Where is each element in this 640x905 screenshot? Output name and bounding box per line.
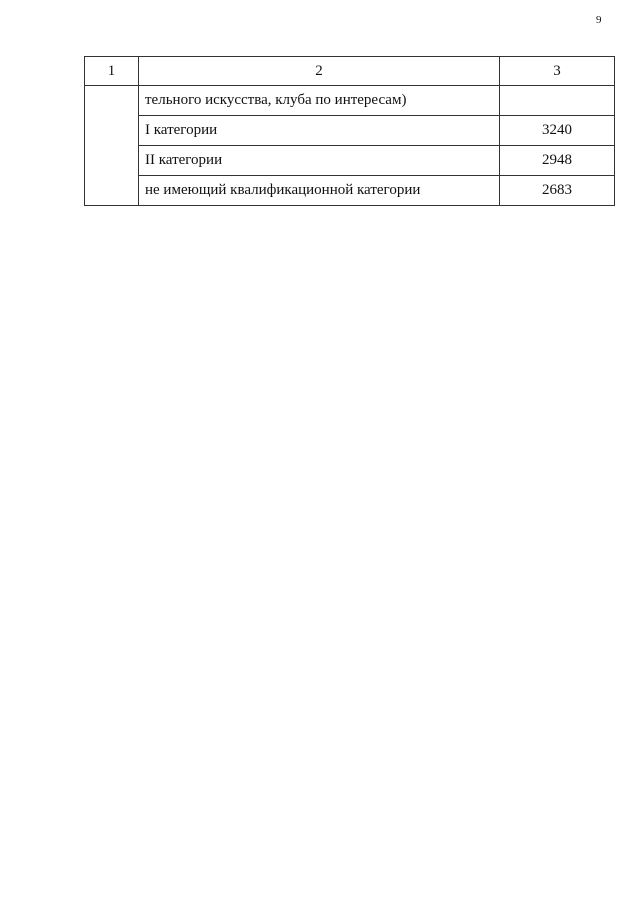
- row-value: 2948: [500, 146, 615, 176]
- table-row: [85, 86, 615, 116]
- row-label: I категории: [139, 116, 500, 146]
- row-value: 3240: [500, 116, 615, 146]
- row-value: 2683: [500, 176, 615, 206]
- table-row: [85, 116, 615, 146]
- empty-index-cell: [85, 86, 139, 206]
- row-label: не имеющий квалификационной категории: [139, 176, 500, 206]
- column-header-2: 2: [139, 57, 500, 86]
- salary-table: [84, 56, 615, 206]
- table-row: [85, 176, 615, 206]
- row-label: тельного искусства, клуба по интересам): [139, 86, 500, 116]
- table-row: [85, 146, 615, 176]
- column-header-1: 1: [85, 57, 139, 86]
- page-number: 9: [596, 14, 602, 26]
- table-header-row: [85, 57, 615, 86]
- row-label: II категории: [139, 146, 500, 176]
- column-header-3: 3: [500, 57, 615, 86]
- row-value: [500, 86, 615, 116]
